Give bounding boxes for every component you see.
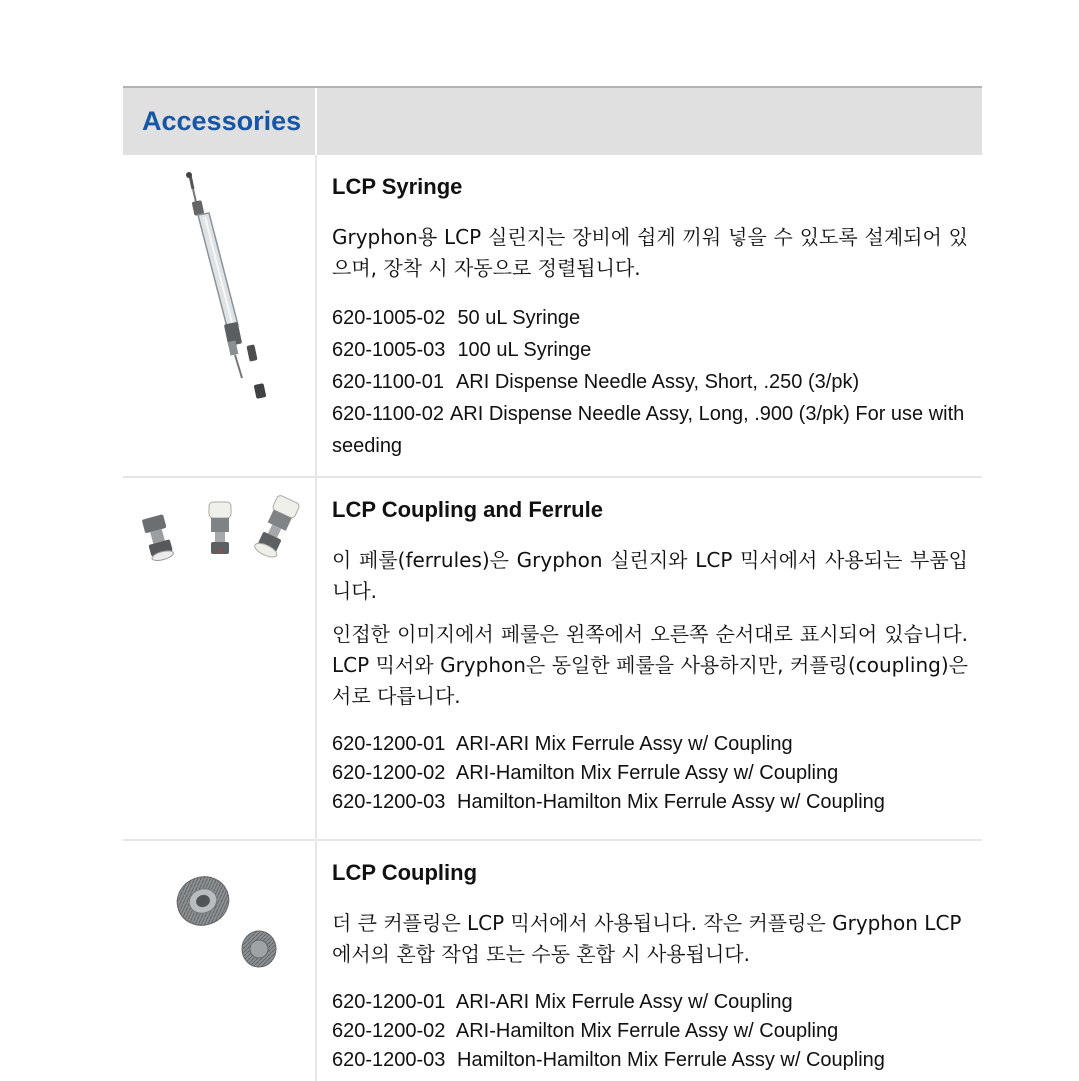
part-description: ARI-Hamilton Mix Ferrule Assy w/ Coupling bbox=[455, 1020, 839, 1042]
part-row bbox=[332, 398, 968, 462]
section-title: Accessories bbox=[142, 106, 302, 136]
part-description: ARI Dispense Needle Assy, Short, .250 (3/pk) bbox=[455, 371, 860, 393]
part-number: 620-1200-01 bbox=[332, 991, 446, 1013]
header-empty-cell bbox=[317, 88, 982, 155]
part-list bbox=[332, 988, 968, 1075]
part-list bbox=[332, 302, 968, 462]
part-number: 620-1200-03 bbox=[332, 1049, 446, 1071]
part-row bbox=[332, 788, 968, 817]
image-cell bbox=[123, 155, 317, 476]
part-number: 620-1200-01 bbox=[332, 733, 446, 755]
part-row bbox=[332, 366, 968, 398]
item-title: LCP Syringe bbox=[332, 174, 463, 199]
item-title: LCP Coupling bbox=[332, 860, 478, 885]
table-row-lcp-syringe bbox=[123, 155, 982, 478]
accessories-table bbox=[123, 86, 982, 1081]
part-description: ARI-ARI Mix Ferrule Assy w/ Coupling bbox=[455, 733, 793, 755]
image-cell bbox=[123, 841, 317, 1081]
part-description: Hamilton-Hamilton Mix Ferrule Assy w/ Coupling bbox=[457, 791, 885, 813]
table-header bbox=[123, 88, 982, 155]
part-row bbox=[332, 302, 968, 334]
header-label-cell bbox=[123, 88, 317, 155]
part-row bbox=[332, 334, 968, 366]
part-row bbox=[332, 759, 968, 788]
part-description: Hamilton-Hamilton Mix Ferrule Assy w/ Coupling bbox=[457, 1049, 885, 1071]
part-number: 620-1100-02 bbox=[332, 403, 444, 425]
part-description: ARI Dispense Needle Assy, Long, .900 (3/pk) For use with seeding bbox=[332, 403, 965, 457]
syringe-image bbox=[123, 155, 317, 476]
part-description: 50 uL Syringe bbox=[457, 307, 581, 329]
content-cell bbox=[317, 155, 982, 476]
part-number: 620-1200-03 bbox=[332, 791, 446, 813]
part-row bbox=[332, 988, 968, 1017]
description-paragraph: 인접한 이미지에서 페룰은 왼쪽에서 오른쪽 순서대로 표시되어 있습니다. LCP 믹서와 Gryphon은 동일한 페룰을 사용하지만, 커플링(coupling)은 서로 다릅니다. bbox=[332, 622, 968, 708]
part-number: 620-1200-02 bbox=[332, 1020, 446, 1042]
description-paragraph: Gryphon용 LCP 실린지는 장비에 쉽게 끼워 넣을 수 있도록 설계되어 있으며, 장착 시 자동으로 정렬됩니다. bbox=[332, 225, 968, 280]
item-title: LCP Coupling and Ferrule bbox=[332, 497, 603, 522]
part-number: 620-1005-03 bbox=[332, 339, 446, 361]
part-description: ARI-ARI Mix Ferrule Assy w/ Coupling bbox=[455, 991, 793, 1013]
part-row bbox=[332, 1017, 968, 1046]
table-row-lcp-coupling bbox=[123, 841, 982, 1081]
content-cell bbox=[317, 841, 982, 1081]
description-paragraph: 이 페룰(ferrules)은 Gryphon 실린지와 LCP 믹서에서 사용되는 부품입니다. bbox=[332, 548, 968, 603]
part-list bbox=[332, 730, 968, 817]
part-description: ARI-Hamilton Mix Ferrule Assy w/ Coupling bbox=[455, 762, 839, 784]
table-row-lcp-coupling-ferrule bbox=[123, 478, 982, 841]
part-number: 620-1200-02 bbox=[332, 762, 446, 784]
content-cell bbox=[317, 478, 982, 839]
part-number: 620-1005-02 bbox=[332, 307, 446, 329]
ferrules-image bbox=[123, 488, 317, 588]
part-number: 620-1100-01 bbox=[332, 371, 444, 393]
coupling-image bbox=[123, 861, 317, 1001]
part-description: 100 uL Syringe bbox=[457, 339, 592, 361]
part-row bbox=[332, 730, 968, 759]
image-cell bbox=[123, 478, 317, 839]
description-paragraph: 더 큰 커플링은 LCP 믹서에서 사용됩니다. 작은 커플링은 Gryphon LCP에서의 혼합 작업 또는 수동 혼합 시 사용됩니다. bbox=[332, 911, 962, 966]
